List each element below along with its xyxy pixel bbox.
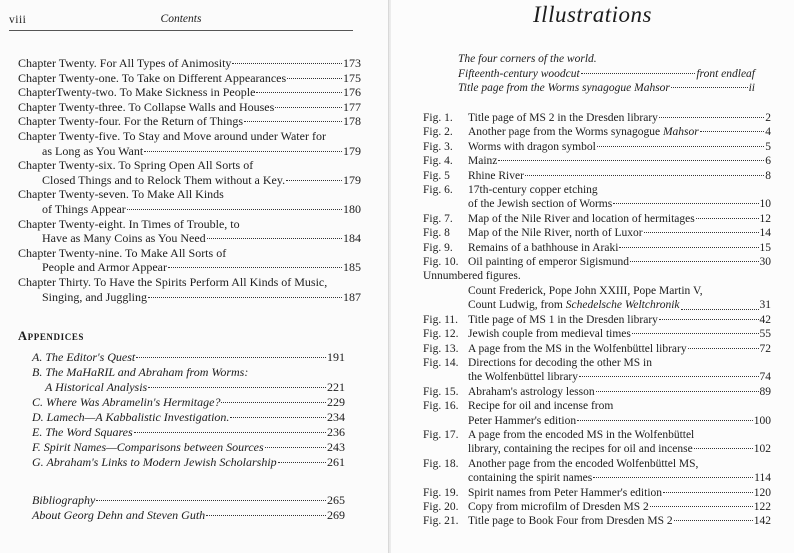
front-illustrations	[458, 52, 755, 96]
toc-entry-row	[18, 85, 361, 100]
figure-number: Fig. 5	[423, 169, 450, 182]
figure-page: 74	[759, 371, 771, 384]
leader-dots	[230, 417, 326, 418]
toc-entry-page: 179	[343, 172, 361, 187]
figure-entry	[423, 212, 771, 226]
appendix-list	[32, 350, 345, 470]
figure-entry	[423, 255, 771, 269]
figure-page: 8	[765, 169, 771, 182]
figure-entry	[423, 457, 771, 486]
figure-page: 114	[754, 472, 771, 485]
leader-dots	[659, 117, 764, 118]
appendix-page: 261	[327, 455, 345, 469]
figure-page: 12	[759, 212, 771, 225]
figure-caption-line	[468, 212, 771, 226]
leader-dots	[286, 180, 342, 181]
front-entry-page: ii	[748, 82, 755, 94]
chapter-list	[18, 56, 361, 304]
back-matter-title: About Georg Dehn and Steven Guth	[32, 508, 206, 522]
toc-entry-title-line: Chapter Twenty-seven. To Make All Kinds	[18, 187, 224, 202]
toc-entry-title: of Things Appear	[42, 201, 126, 216]
toc-entry-page: 180	[343, 201, 361, 216]
figure-page: 142	[753, 515, 771, 528]
figure-entry	[423, 428, 771, 457]
unnumbered-label: Unnumbered figures.	[423, 270, 521, 283]
appendix-title: A. The Editor's Quest	[32, 350, 136, 364]
toc-entry-title: as Long as You Want	[42, 143, 144, 158]
appendix-entry	[32, 455, 345, 470]
leader-dots	[694, 448, 753, 449]
appendix-row	[32, 455, 345, 470]
appendix-title: G. Abraham's Links to Modern Jewish Scholarship	[32, 455, 277, 469]
leader-dots	[613, 203, 758, 204]
leader-dots	[275, 107, 342, 108]
figure-number: Fig. 9.	[423, 241, 453, 254]
figure-caption-line	[468, 442, 771, 456]
toc-entry-title: Chapter Twenty-four. For the Return of Things	[18, 114, 244, 129]
leader-dots	[206, 515, 326, 516]
figure-caption-text: Recipe for oil and incense from	[468, 400, 614, 413]
front-entry-title: Title page from the Worms synagogue Mahsor	[458, 82, 670, 94]
figure-caption-text: Rhine River	[468, 169, 524, 182]
figure-page: 6	[765, 155, 771, 168]
appendix-page: 229	[327, 395, 345, 409]
figure-page: 89	[759, 385, 771, 398]
figure-caption-text: 17th-century copper etching	[468, 184, 598, 197]
appendix-page: 221	[327, 380, 345, 394]
figure-caption	[468, 212, 771, 226]
leader-dots	[221, 402, 326, 403]
leader-dots	[127, 209, 342, 210]
appendix-title: F. Spirit Names—Comparisons between Sources	[32, 440, 264, 454]
leader-dots	[96, 500, 326, 501]
back-matter-page: 265	[327, 493, 345, 507]
figure-caption-line	[468, 471, 771, 485]
appendix-title: D. Lamech—A Kabbalistic Investigation.	[32, 410, 230, 424]
figure-page: 100	[753, 414, 771, 427]
toc-entry-title-line: Chapter Twenty-nine. To Make All Sorts of	[18, 245, 227, 260]
figure-caption	[468, 226, 771, 240]
figure-caption-text: of the Jewish section of Worms	[468, 198, 613, 211]
figure-number: Fig. 8	[423, 227, 450, 240]
figure-caption-line	[468, 226, 771, 240]
leader-dots	[619, 247, 758, 248]
figure-number: Fig. 16.	[423, 400, 459, 413]
toc-entry	[18, 187, 361, 216]
figure-page: 102	[753, 443, 771, 456]
figure-caption-text: Another page from the Worms synagogue Mahsor	[468, 126, 699, 139]
leader-dots	[630, 261, 759, 262]
toc-entry-page: 176	[343, 85, 361, 100]
figure-number: Fig. 4.	[423, 155, 453, 168]
front-entry-row	[458, 67, 755, 82]
figure-number: Fig. 2.	[423, 126, 453, 139]
figure-number: Fig. 10.	[423, 256, 459, 269]
figure-page: 4	[765, 126, 771, 139]
leader-dots	[596, 391, 759, 392]
appendix-page: 234	[327, 410, 345, 424]
figure-entry	[423, 486, 771, 500]
figure-number: Fig. 19.	[423, 486, 459, 499]
figure-entry	[423, 169, 771, 183]
leader-dots	[696, 218, 759, 219]
figure-page: 30	[759, 256, 771, 269]
figure-caption	[468, 255, 771, 269]
figure-caption-line	[468, 169, 771, 183]
figure-caption-line	[468, 197, 771, 211]
toc-entry-title: People and Armor Appear	[42, 260, 167, 275]
figure-number: Fig. 7.	[423, 212, 453, 225]
front-entry-row	[458, 81, 755, 96]
figure-caption-line	[468, 342, 771, 356]
figure-caption	[468, 399, 771, 428]
figure-caption-line	[468, 356, 771, 370]
appendix-row	[32, 395, 345, 410]
leader-dots	[671, 87, 748, 88]
toc-entry	[18, 56, 361, 71]
leader-dots	[168, 267, 342, 268]
leader-dots	[650, 506, 753, 507]
appendix-row	[32, 440, 345, 455]
figure-caption-text: Map of the Nile River, north of Luxor	[468, 227, 643, 240]
appendix-title-line: B. The MaHaRIL and Abraham from Worms:	[32, 365, 249, 379]
toc-entry-row	[18, 202, 361, 217]
figure-caption-line	[468, 183, 771, 197]
figure-entry	[423, 313, 771, 327]
leader-dots	[256, 92, 342, 93]
figure-entry	[423, 356, 771, 385]
leader-dots	[688, 348, 759, 349]
appendix-page: 236	[327, 425, 345, 439]
unnumbered-text: Count Ludwig, from Schedelsche Weltchronik	[468, 299, 680, 312]
toc-entry	[18, 100, 361, 115]
back-matter-title: Bibliography	[32, 493, 96, 507]
toc-entry-page: 187	[343, 289, 361, 304]
leader-dots	[525, 175, 764, 176]
appendix-entry	[32, 425, 345, 440]
appendix-title: E. The Word Squares	[32, 425, 133, 439]
figure-page: 2	[765, 112, 771, 124]
figure-caption-line	[468, 241, 771, 255]
running-head	[9, 10, 353, 31]
figure-caption-text: library, containing the recipes for oil and incense	[468, 443, 693, 456]
folio: viii	[9, 14, 27, 26]
figure-number: Fig. 13.	[423, 342, 459, 355]
figure-entry	[423, 111, 771, 125]
figure-number: Fig. 6.	[423, 184, 453, 197]
toc-entry-page: 178	[343, 114, 361, 129]
figure-caption-text: Mainz	[468, 155, 498, 168]
toc-entry-title: Chapter Twenty-one. To Take on Different Appearances	[18, 70, 287, 85]
leader-dots	[498, 160, 764, 161]
unnumbered-line-row	[423, 298, 771, 312]
leader-dots	[136, 357, 326, 358]
toc-entry-page: 185	[343, 260, 361, 275]
figure-caption	[468, 457, 771, 486]
appendix-title: C. Where Was Abramelin's Hermitage?	[32, 395, 221, 409]
figure-caption-line	[468, 399, 771, 413]
figure-caption-line	[468, 428, 771, 442]
back-matter-row	[32, 508, 345, 523]
toc-entry	[18, 217, 361, 246]
figure-caption	[468, 154, 771, 168]
toc-entry	[18, 85, 361, 100]
figure-entry	[423, 500, 771, 514]
figure-caption-text: Jewish couple from medieval times	[468, 328, 631, 341]
unnumbered-page: 31	[759, 299, 771, 312]
leader-dots	[278, 462, 326, 463]
appendix-page: 191	[327, 350, 345, 364]
toc-entry-title: Have as Many Coins as You Need	[42, 231, 206, 246]
contents-page	[0, 0, 389, 553]
toc-entry	[18, 114, 361, 129]
appendix-row	[32, 410, 345, 425]
figure-entry	[423, 140, 771, 154]
toc-entry-page: 177	[343, 99, 361, 114]
toc-entry-row	[18, 144, 361, 159]
figure-caption-text: Directions for decoding the other MS in	[468, 356, 652, 369]
figure-caption	[468, 241, 771, 255]
figure-caption-italic: Mahsor	[662, 126, 699, 139]
unnumbered-line: Count Frederick, Pope John XXIII, Pope Martin V,	[468, 284, 703, 297]
figure-caption-line	[468, 457, 771, 471]
figure-caption	[468, 514, 771, 528]
page-title: Illustrations	[533, 2, 652, 27]
toc-entry-row	[18, 100, 361, 115]
figure-caption-text: Oil painting of emperor Sigismund	[468, 256, 629, 269]
figure-number: Fig. 1.	[423, 112, 453, 124]
leader-dots	[700, 131, 765, 132]
figure-caption-line	[468, 125, 771, 139]
figure-caption	[468, 327, 771, 341]
figure-caption-text: Another page from the encoded Wolfenbüttel MS,	[468, 457, 699, 470]
figure-caption-text: Remains of a bathhouse in Araki	[468, 241, 619, 254]
toc-entry-title-line: Chapter Twenty-six. To Spring Open All Sorts of	[18, 158, 254, 173]
back-matter-row	[32, 493, 345, 508]
appendix-entry	[32, 410, 345, 425]
leader-dots	[674, 520, 753, 521]
figure-caption	[468, 183, 771, 212]
figure-entry	[423, 125, 771, 139]
leader-dots	[597, 146, 764, 147]
leader-dots	[287, 78, 342, 79]
figure-caption	[468, 140, 771, 154]
figure-caption	[468, 125, 771, 139]
figure-number: Fig. 18.	[423, 457, 459, 470]
appendix-entry	[32, 395, 345, 410]
figure-page: 10	[759, 198, 771, 211]
figure-caption-text: the Wolfenbüttel library	[468, 371, 578, 384]
figure-page: 120	[753, 486, 771, 499]
toc-entry-row	[18, 231, 361, 246]
figure-entry	[423, 385, 771, 399]
appendices-heading: Appendices	[18, 329, 85, 343]
toc-entry-row	[18, 260, 361, 275]
toc-entry	[18, 129, 361, 158]
leader-dots	[207, 238, 342, 239]
figure-caption-text: Spirit names from Peter Hammer's edition	[468, 486, 663, 499]
figure-caption-line	[468, 313, 771, 327]
figure-entry	[423, 183, 771, 212]
figure-number: Fig. 14.	[423, 356, 459, 369]
figure-caption-line	[468, 500, 771, 514]
figure-caption	[468, 111, 771, 125]
figure-list	[423, 111, 771, 529]
back-matter-list	[32, 493, 345, 523]
figure-entry	[423, 342, 771, 356]
figure-page: 72	[759, 342, 771, 355]
figure-number: Fig. 21.	[423, 515, 459, 528]
figure-entry	[423, 241, 771, 255]
figure-caption-text: Peter Hammer's edition	[468, 414, 577, 427]
leader-dots	[581, 73, 696, 74]
figure-entry	[423, 514, 771, 528]
appendix-row	[32, 350, 345, 365]
leader-dots	[681, 295, 759, 309]
figure-caption-line	[468, 111, 771, 125]
appendix-entry	[32, 440, 345, 455]
figure-number: Fig. 17.	[423, 428, 459, 441]
toc-entry	[18, 275, 361, 304]
toc-entry-page: 175	[343, 70, 361, 85]
figure-entry	[423, 399, 771, 428]
figure-caption-line	[468, 370, 771, 384]
figure-caption-line	[468, 486, 771, 500]
front-entry-page: front endleaf	[696, 67, 755, 80]
figure-caption-text: Title page to Book Four from Dresden MS 2	[468, 515, 673, 528]
toc-entry-title-line: Chapter Thirty. To Have the Spirits Perform All Kinds of Music,	[18, 274, 328, 289]
toc-entry	[18, 246, 361, 275]
toc-entry-title: Singing, and Juggling	[42, 289, 148, 304]
figure-page: 42	[759, 313, 771, 326]
appendix-entry	[32, 350, 345, 365]
back-matter-page: 269	[327, 508, 345, 522]
figure-caption-text: A page from the encoded MS in the Wolfenbüttel	[468, 428, 695, 441]
figure-page: 55	[759, 328, 771, 341]
toc-entry-row	[18, 173, 361, 188]
figure-caption-text: Abraham's astrology lesson	[468, 385, 595, 398]
figure-caption	[468, 313, 771, 327]
appendix-page: 243	[327, 440, 345, 454]
figure-caption-line	[468, 514, 771, 528]
figure-entry	[423, 327, 771, 341]
leader-dots	[265, 447, 326, 448]
leader-dots	[632, 333, 759, 334]
toc-entry-title: Chapter Twenty. For All Types of Animosity	[18, 56, 232, 70]
figure-caption-text: Title page of MS 1 in the Dresden library	[468, 313, 658, 326]
toc-entry	[18, 158, 361, 187]
figure-page: 15	[759, 241, 771, 254]
figure-page: 122	[753, 500, 771, 513]
leader-dots	[659, 319, 759, 320]
figure-number: Fig. 3.	[423, 140, 453, 153]
leader-dots	[663, 492, 753, 493]
leader-dots	[593, 477, 753, 478]
figure-caption-line	[468, 154, 771, 168]
leader-dots	[144, 151, 342, 152]
toc-entry-page: 179	[343, 143, 361, 158]
leader-dots	[232, 63, 342, 64]
figure-caption-text: Worms with dragon symbol	[468, 140, 596, 153]
figure-caption-line	[468, 255, 771, 269]
figure-page: 14	[759, 227, 771, 240]
figure-caption-text: A page from the MS in the Wolfenbüttel library	[468, 342, 687, 355]
figure-caption-line	[468, 140, 771, 154]
leader-dots	[644, 232, 759, 233]
figure-caption-text: Map of the Nile River and location of hermitages	[468, 212, 695, 225]
figure-number: Fig. 15.	[423, 385, 459, 398]
figure-caption	[468, 356, 771, 385]
leader-dots	[148, 387, 326, 388]
leader-dots	[244, 121, 342, 122]
leader-dots	[577, 420, 753, 421]
front-entry-title: Fifteenth-century woodcut	[458, 67, 580, 80]
toc-entry-row	[18, 56, 361, 71]
figure-entry	[423, 226, 771, 240]
toc-entry-page: 184	[343, 231, 361, 246]
figure-number: Fig. 12.	[423, 328, 459, 341]
toc-entry-title: Chapter Twenty-three. To Collapse Walls and Houses	[18, 99, 275, 114]
figure-page: 5	[765, 140, 771, 153]
toc-entry-row	[18, 290, 361, 305]
figure-caption	[468, 486, 771, 500]
figure-caption-line	[468, 385, 771, 399]
figure-caption-text: Copy from microfilm of Dresden MS 2	[468, 500, 649, 513]
figure-caption-text: containing the spirit names	[468, 472, 593, 485]
figure-number: Fig. 11.	[423, 313, 459, 326]
appendix-row	[32, 380, 345, 395]
figure-caption	[468, 428, 771, 457]
figure-caption	[468, 385, 771, 399]
figure-caption	[468, 500, 771, 514]
figure-caption-line	[468, 414, 771, 428]
unnumbered-italic: Schedelsche Weltchronik	[565, 299, 680, 312]
toc-entry	[18, 71, 361, 86]
appendix-title: A Historical Analysis	[45, 380, 148, 394]
toc-entry-row	[18, 71, 361, 86]
toc-entry-page: 173	[343, 56, 361, 70]
appendix-row	[32, 425, 345, 440]
figure-caption	[468, 342, 771, 356]
leader-dots	[579, 376, 759, 377]
figure-number: Fig. 20.	[423, 500, 459, 513]
leader-dots	[134, 432, 326, 433]
running-title: Contents	[160, 13, 202, 25]
front-entry-title: The four corners of the world.	[458, 53, 597, 65]
toc-entry-title: Closed Things and to Relock Them without a Key.	[42, 172, 286, 187]
toc-entry-row	[18, 114, 361, 129]
toc-entry-title: ChapterTwenty-two. To Make Sickness in People	[18, 85, 256, 100]
toc-entry-title-line: Chapter Twenty-eight. In Times of Trouble, to	[18, 216, 240, 231]
figure-caption	[468, 169, 771, 183]
leader-dots	[148, 297, 342, 298]
figure-caption-text: Title page of MS 2 in the Dresden library	[468, 112, 658, 124]
toc-entry-title-line: Chapter Twenty-five. To Stay and Move around under Water for	[18, 128, 326, 143]
figure-caption-line	[468, 327, 771, 341]
figure-entry	[423, 154, 771, 168]
appendix-entry	[32, 365, 345, 395]
